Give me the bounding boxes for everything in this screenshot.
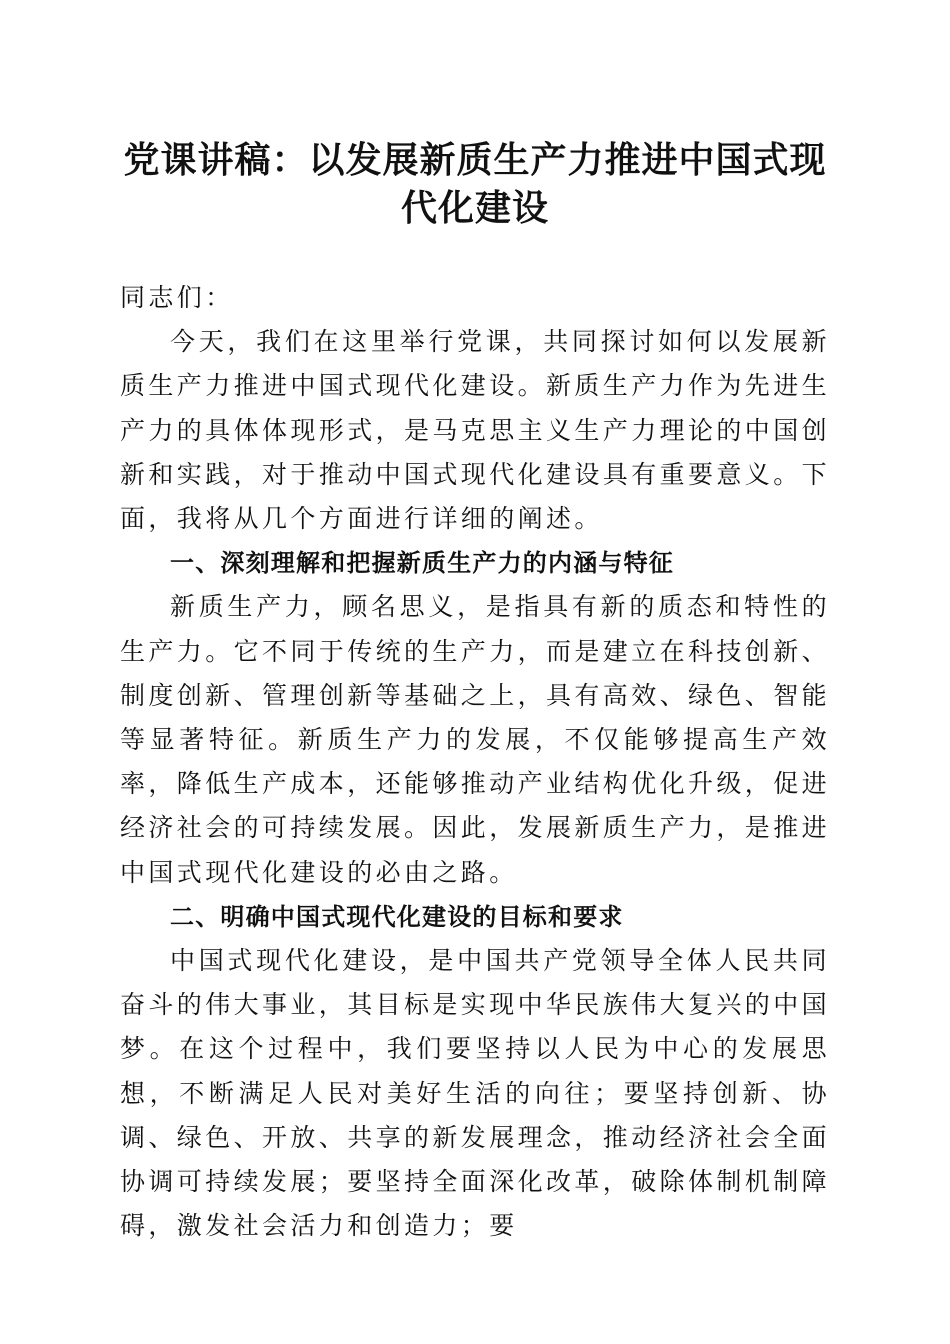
- salutation: 同志们：: [120, 283, 234, 312]
- section-1-paragraph: 新质生产力，顾名思义，是指具有新的质态和特性的生产力。它不同于传统的生产力，而是建立在科技创新、制度创新、管理创新等基础之上，具有高效、绿色、智能等显著特征。新质生产力的发展，不仅能够提高生产效率，降低生产成本，还能够推动产业结构优化升级，促进经济社会的可持续发展。因此，发展新质生产力，是推进中国式现代化建设的必由之路。: [120, 592, 831, 887]
- section-2-paragraph: 中国式现代化建设，是中国共产党领导全体人民共同奋斗的伟大事业，其目标是实现中华民族伟大复兴的中国梦。在这个过程中，我们要坚持以人民为中心的发展思想，不断满足人民对美好生活的向往；要坚持创新、协调、绿色、开放、共享的新发展理念，推动经济社会全面协调可持续发展；要坚持全面深化改革，破除体制机制障碍，激发社会活力和创造力；要: [120, 946, 831, 1241]
- document-body: [120, 276, 830, 1248]
- intro-paragraph: 今天，我们在这里举行党课，共同探讨如何以发展新质生产力推进中国式现代化建设。新质生产力作为先进生产力的具体体现形式，是马克思主义生产力理论的中国创新和实践，对于推动中国式现代化建设具有重要意义。下面，我将从几个方面进行详细的阐述。: [120, 327, 831, 534]
- section-heading-2: 二、明确中国式现代化建设的目标和要求: [170, 902, 624, 931]
- section-heading-1: 一、深刻理解和把握新质生产力的内涵与特征: [170, 549, 674, 578]
- document-title: 党课讲稿：以发展新质生产力推进中国式现代化建设: [123, 139, 827, 229]
